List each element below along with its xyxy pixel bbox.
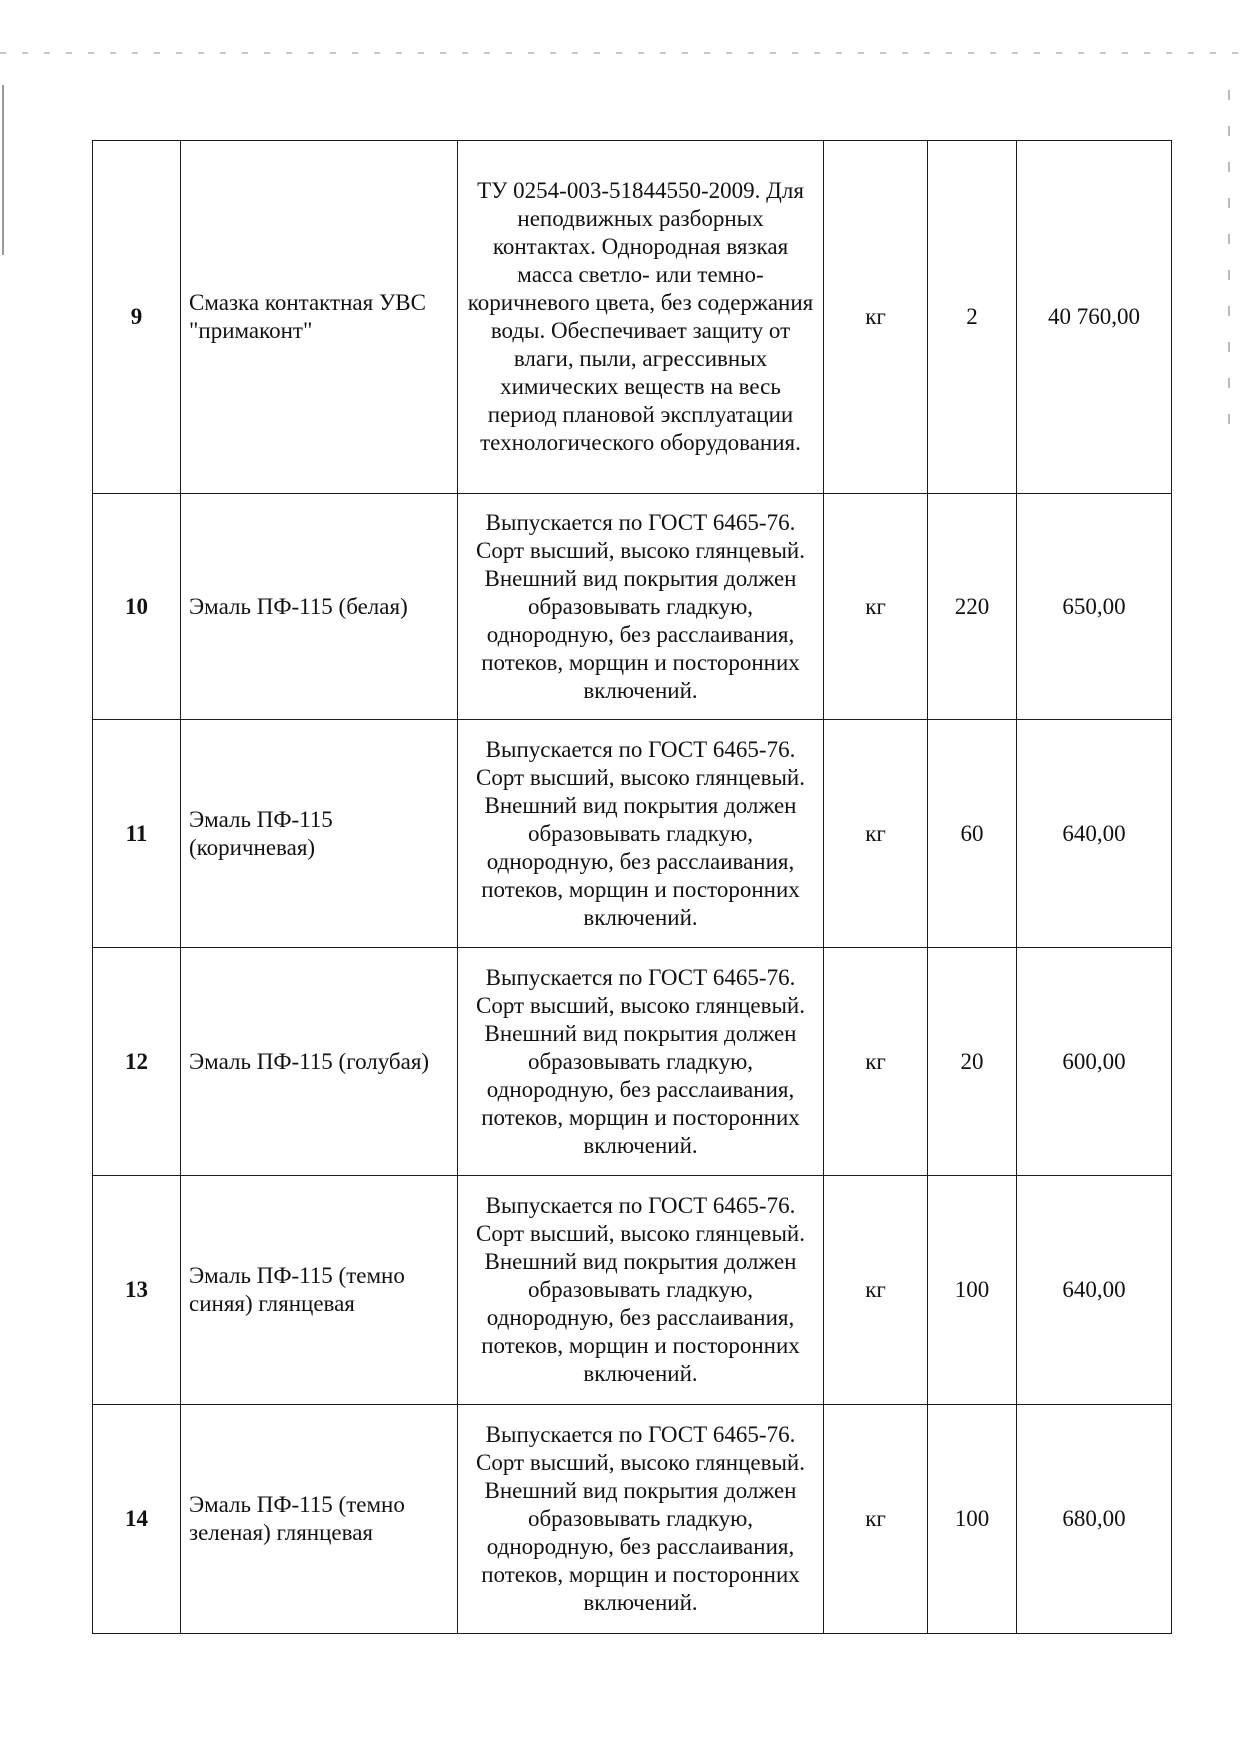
item-name: Эмаль ПФ-115 (темно синяя) глянцевая — [181, 1176, 458, 1405]
scan-artifact-right — [1228, 90, 1230, 430]
scan-artifact-left — [2, 85, 4, 255]
item-description: Выпускается по ГОСТ 6465-76. Сорт высший, высоко глянцевый. Внешний вид покрытия должен образовывать гладкую, однородную, без расслаивания, потеков, морщин и посторонних включений. — [458, 494, 824, 720]
item-unit: кг — [824, 494, 928, 720]
item-quantity: 100 — [928, 1176, 1017, 1405]
row-number: 9 — [93, 141, 181, 494]
item-quantity: 20 — [928, 948, 1017, 1176]
item-unit: кг — [824, 141, 928, 494]
item-description: Выпускается по ГОСТ 6465-76. Сорт высший, высоко глянцевый. Внешний вид покрытия должен образовывать гладкую, однородную, без расслаивания, потеков, морщин и посторонних включений. — [458, 1405, 824, 1634]
row-number: 10 — [93, 494, 181, 720]
item-unit: кг — [824, 1405, 928, 1634]
item-price: 40 760,00 — [1017, 141, 1172, 494]
item-price: 680,00 — [1017, 1405, 1172, 1634]
row-number: 11 — [93, 720, 181, 948]
item-name: Эмаль ПФ-115 (белая) — [181, 494, 458, 720]
table-row — [93, 720, 1172, 948]
row-number: 13 — [93, 1176, 181, 1405]
item-description: Выпускается по ГОСТ 6465-76. Сорт высший, высоко глянцевый. Внешний вид покрытия должен образовывать гладкую, однородную, без расслаивания, потеков, морщин и посторонних включений. — [458, 1176, 824, 1405]
table-row — [93, 141, 1172, 494]
item-name: Эмаль ПФ-115 (темно зеленая) глянцевая — [181, 1405, 458, 1634]
item-description: Выпускается по ГОСТ 6465-76. Сорт высший, высоко глянцевый. Внешний вид покрытия должен образовывать гладкую, однородную, без расслаивания, потеков, морщин и посторонних включений. — [458, 948, 824, 1176]
item-description: Выпускается по ГОСТ 6465-76. Сорт высший, высоко глянцевый. Внешний вид покрытия должен образовывать гладкую, однородную, без расслаивания, потеков, морщин и посторонних включений. — [458, 720, 824, 948]
item-quantity: 220 — [928, 494, 1017, 720]
item-name: Эмаль ПФ-115 (коричневая) — [181, 720, 458, 948]
specification-table — [92, 140, 1172, 1634]
item-unit: кг — [824, 948, 928, 1176]
item-price: 640,00 — [1017, 1176, 1172, 1405]
item-unit: кг — [824, 720, 928, 948]
item-description: ТУ 0254-003-51844550-2009. Для неподвижных разборных контактах. Однородная вязкая масса светло- или темно-коричневого цвета, без содержания воды. Обеспечивает защиту от влаги, пыли, агрессивных химических веществ на весь период плановой эксплуатации технологического оборудования. — [458, 141, 824, 494]
item-quantity: 100 — [928, 1405, 1017, 1634]
item-price: 650,00 — [1017, 494, 1172, 720]
row-number: 14 — [93, 1405, 181, 1634]
item-quantity: 2 — [928, 141, 1017, 494]
table-row — [93, 948, 1172, 1176]
item-quantity: 60 — [928, 720, 1017, 948]
item-price: 640,00 — [1017, 720, 1172, 948]
row-number: 12 — [93, 948, 181, 1176]
item-price: 600,00 — [1017, 948, 1172, 1176]
scan-artifact-top — [0, 52, 1240, 54]
item-name: Смазка контактная УВС "примаконт" — [181, 141, 458, 494]
table-row — [93, 494, 1172, 720]
table-row — [93, 1405, 1172, 1634]
item-unit: кг — [824, 1176, 928, 1405]
table-row — [93, 1176, 1172, 1405]
item-name: Эмаль ПФ-115 (голубая) — [181, 948, 458, 1176]
